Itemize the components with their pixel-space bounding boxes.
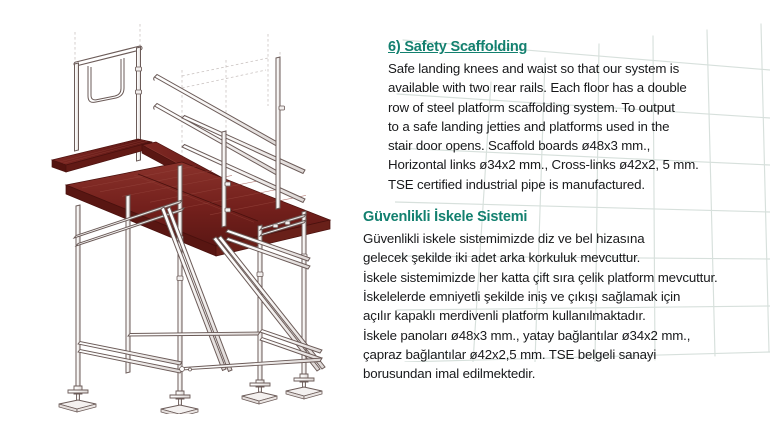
turkish-description-block — [358, 208, 758, 383]
description-text-column — [358, 38, 758, 383]
turkish-line-2: gelecek şekilde iki adet arka korkuluk mevcuttur. — [363, 250, 641, 266]
turkish-line-8: borusundan imal edilmektedir. — [363, 366, 536, 382]
english-line-1: Safe landing knees and waist so that our system is — [388, 61, 680, 76]
english-line-2: available with two rear rails. Each floor has a double — [388, 80, 687, 96]
english-line-3: row of steel platform scaffolding system. To output — [388, 99, 675, 115]
scaffolding-illustration — [30, 14, 350, 414]
english-line-4: to a safe landing jetties and platforms used in the — [388, 118, 670, 134]
turkish-line-1: Güvenlikli iskele sistemimizde diz ve bel hizasına — [363, 231, 645, 247]
english-description-block — [358, 38, 758, 194]
turkish-line-6: İskele panoları ø48x3 mm., yatay bağlantılar ø34x2 mm., — [363, 327, 691, 343]
english-body-text — [358, 59, 758, 194]
turkish-body-text — [358, 229, 758, 383]
english-line-6: Horizontal links ø34x2 mm., Cross-links ø42x2, 5 mm. — [388, 157, 699, 173]
turkish-line-7: çapraz bağlantılar ø42x2,5 mm. TSE belgeli sanayi — [363, 346, 657, 362]
english-heading: 6) Safety Scaffolding — [388, 39, 528, 55]
english-line-5: stair door opens. Scaffold boards ø48x3 mm., — [388, 138, 651, 154]
english-line-7: TSE certified industrial pipe is manufactured. — [388, 176, 645, 192]
turkish-heading: Güvenlikli İskele Sistemi — [363, 209, 528, 226]
turkish-line-4: İskelelerde emniyetli şekilde iniş ve çıkışı sağlamak için — [363, 288, 681, 304]
turkish-line-3: İskele sistemimizde her katta çift sıra çelik platform mevcuttur. — [363, 269, 718, 285]
turkish-line-5: açılır kapaklı merdivenli platform kullanılmaktadır. — [363, 308, 646, 324]
